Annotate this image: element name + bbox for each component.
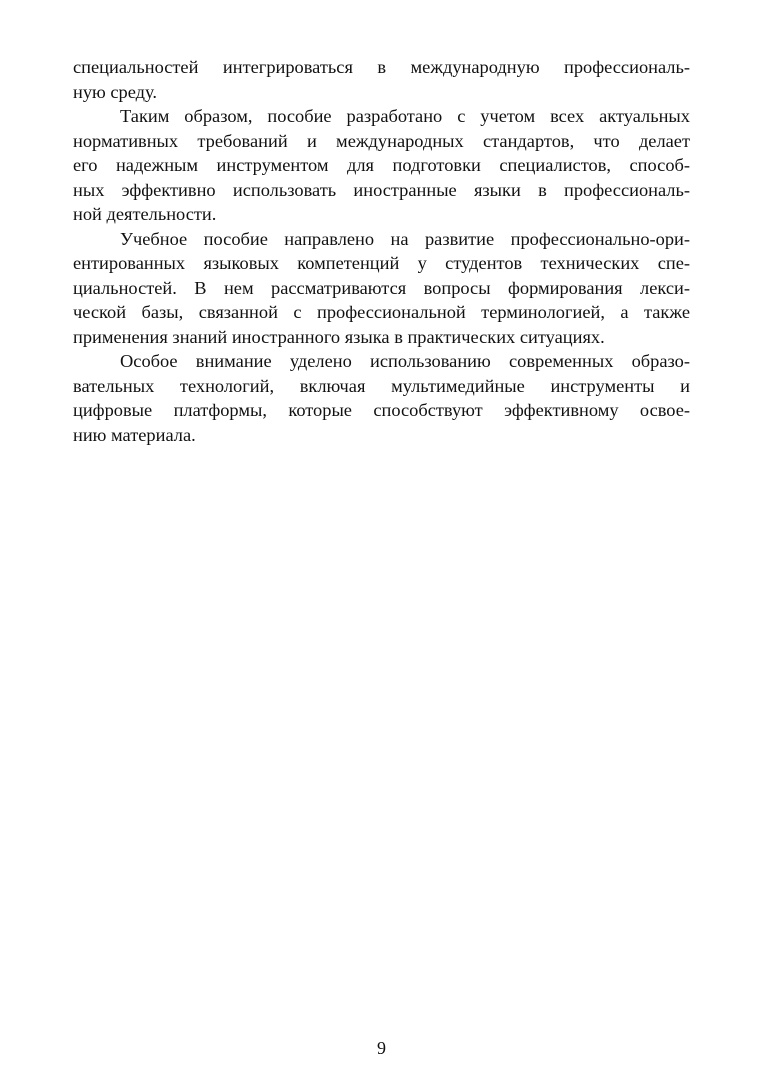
paragraph-2-line-4: ческой базы, связанной с профессиональной терминологией, а также (73, 302, 690, 322)
paragraph-1-line-1: Таким образом, пособие разработано с учетом всех актуальных (120, 106, 690, 126)
paragraph-3-line-1: Особое внимание уделено использованию современных образо- (120, 351, 690, 371)
paragraph-1-line-3: его надежным инструментом для подготовки специалистов, способ- (73, 155, 690, 175)
page-number: 9 (377, 1038, 386, 1058)
paragraph-2-line-5: применения знаний иностранного языка в практических ситуациях. (73, 326, 605, 347)
body-text (73, 55, 690, 447)
paragraph-1-line-4: ных эффективно использовать иностранные языки в профессиональ- (73, 179, 690, 200)
paragraph-3-line-2: вательных технологий, включая мультимедийные инструменты и (73, 375, 690, 396)
paragraph-2-line-3: циальностей. В нем рассматриваются вопросы формирования лекси- (73, 277, 690, 298)
paragraph-1-line-2: нормативных требований и международных стандартов, что делает (73, 130, 690, 151)
paragraph-0-line-2: ную среду. (73, 81, 157, 102)
paragraph-1-line-5: ной деятельности. (73, 204, 217, 224)
paragraph-2-line-1: Учебное пособие направлено на развитие профессионально-ори- (120, 228, 690, 249)
paragraph-3-line-4: нию материала. (73, 424, 196, 445)
paragraph-3-line-3: цифровые платформы, которые способствуют эффективному освое- (73, 400, 690, 420)
paragraph-0-line-1: специальностей интегрироваться в международную профессиональ- (73, 57, 690, 77)
paragraph-2-line-2: ентированных языковых компетенций у студентов технических спе- (73, 253, 690, 273)
